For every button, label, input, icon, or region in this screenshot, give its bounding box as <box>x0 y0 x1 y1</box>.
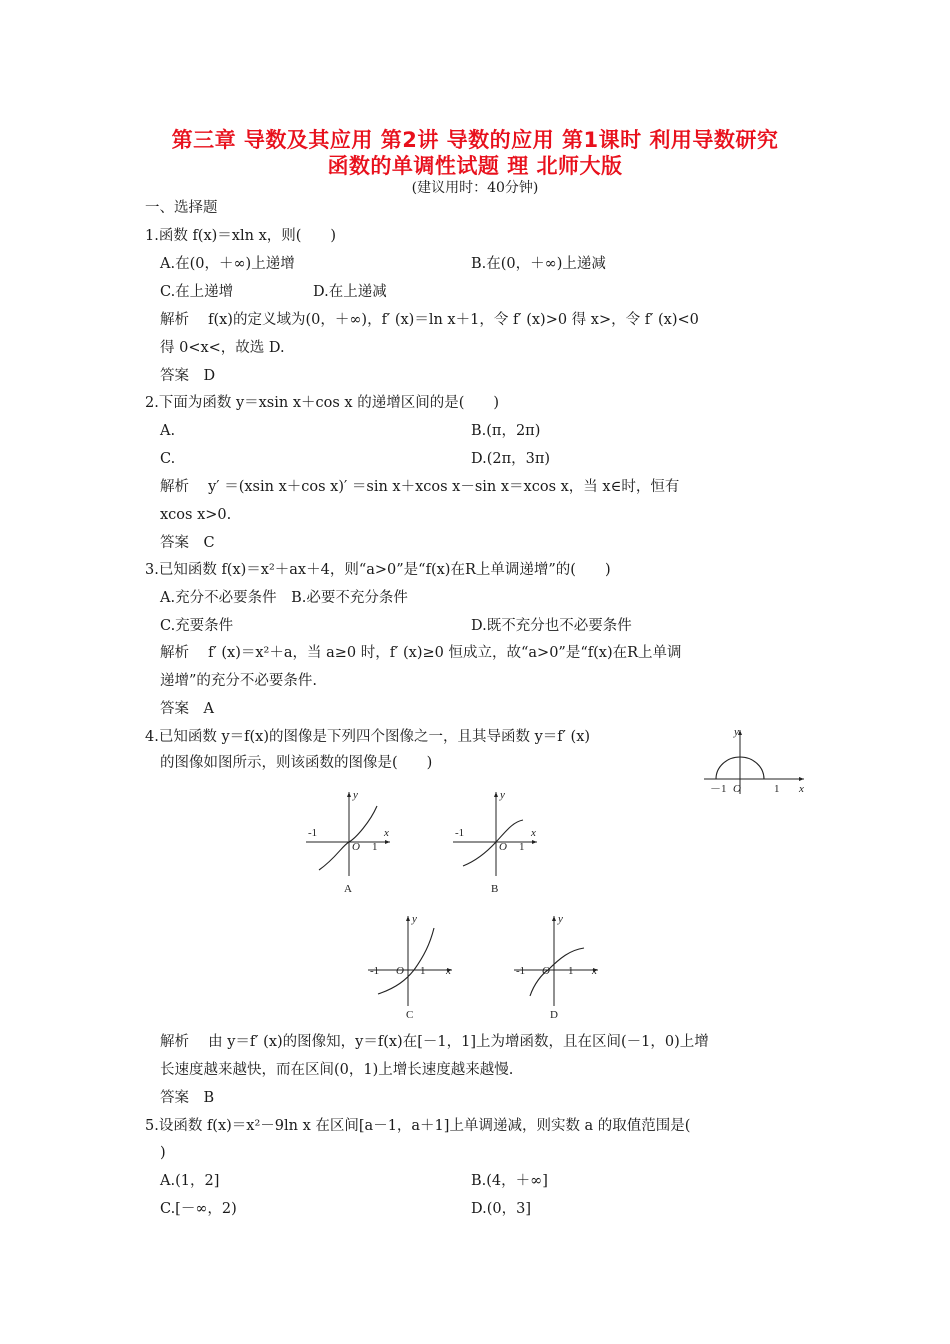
q3-options-ab: A.充分不必要条件 B.必要不充分条件 <box>160 590 408 606</box>
q4-stem-1: 4.已知函数 y＝f(x)的图像是下列四个图像之一，且其导函数 y＝f′ (x) <box>145 729 591 745</box>
gd-origin: O <box>542 965 550 977</box>
q2-option-b: B.(π，2π) <box>471 423 541 439</box>
section-heading: 一、选择题 <box>145 200 218 216</box>
gd-y: y <box>558 913 563 925</box>
gc-origin: O <box>396 965 404 977</box>
q2-explanation-1: 解析 y′ ＝(xsin x＋cos x)′ ＝sin x＋xcos x－sin x＝xcos x，当 x∈时，恒有 <box>160 479 680 495</box>
gb-origin: O <box>499 841 507 853</box>
title-line-1: 第三章 导数及其应用 第2讲 导数的应用 第1课时 利用导数研究 <box>171 128 779 152</box>
q5-option-d: D.(0，3] <box>471 1201 531 1217</box>
gc-label: C <box>406 1009 414 1020</box>
gb-label: B <box>491 883 499 895</box>
q3-explanation-2: 递增”的充分不必要条件. <box>160 673 318 689</box>
gb-y: y <box>500 789 505 801</box>
q5-option-c: C.[－∞，2) <box>160 1201 237 1217</box>
gc-y: y <box>412 913 417 925</box>
suggested-time: (建议用时：40分钟) <box>411 180 539 196</box>
q4-answer: 答案 B <box>160 1090 215 1106</box>
q2-option-d: D.(2π，3π) <box>471 451 551 467</box>
q1-stem: 1.函数 f(x)＝xln x，则( ) <box>145 228 337 244</box>
ga-x: x <box>384 827 389 839</box>
option-a-graph <box>304 784 396 900</box>
q1-answer: 答案 D <box>160 368 216 384</box>
q3-stem: 3.已知函数 f(x)＝x²＋ax＋4，则“a>0”是“f(x)在R上单调递增”的( ) <box>145 562 611 578</box>
q3-answer: 答案 A <box>160 701 214 717</box>
ga-neg1: -1 <box>308 827 318 839</box>
option-c-graph <box>366 908 458 1024</box>
dg-neg1: －1 <box>710 783 727 795</box>
q4-explanation-2: 长速度越来越快，而在区间(0，1)上增长速度越来越慢. <box>160 1062 514 1078</box>
gb-neg1: -1 <box>455 827 465 839</box>
ga-y: y <box>353 789 358 801</box>
q5-stem-1: 5.设函数 f(x)＝x²－9ln x 在区间[a－1，a＋1]上单调递减，则实数 a 的取值范围是( <box>145 1118 691 1134</box>
q5-option-a: A.(1，2] <box>160 1173 220 1189</box>
q2-explanation-2: xcos x>0. <box>160 507 232 523</box>
q3-explanation-1: 解析 f′ (x)＝x²＋a，当 a≥0 时，f′ (x)≥0 恒成立，故“a>0”是“f(x)在R上单调 <box>160 645 682 661</box>
q2-option-a: A. <box>160 423 176 439</box>
dg-origin: O <box>733 783 741 795</box>
q1-option-b: B.在(0，＋∞)上递减 <box>471 256 606 272</box>
dg-y-label: y <box>734 726 739 738</box>
gd-pos1: 1 <box>568 965 574 977</box>
title-line-2: 函数的单调性试题 理 北师大版 <box>327 154 623 178</box>
gc-x: x <box>446 965 451 977</box>
ga-label: A <box>344 883 352 895</box>
q1-explanation-2: 得 0<x<，故选 D. <box>160 340 285 356</box>
gd-neg1: -1 <box>516 965 526 977</box>
option-d-graph <box>512 908 604 1024</box>
q2-answer: 答案 C <box>160 535 215 551</box>
q5-stem-2: ) <box>160 1145 166 1161</box>
q2-stem: 2.下面为函数 y＝xsin x＋cos x 的递增区间的是( ) <box>145 395 500 411</box>
q1-option-a: A.在(0，＋∞)上递增 <box>160 256 295 272</box>
q3-option-c: C.充要条件 <box>160 618 234 634</box>
q4-explanation-1: 解析 由 y＝f′ (x)的图像知，y＝f(x)在[－1，1]上为增函数，且在区间(－1，0)上增 <box>160 1034 709 1050</box>
gb-x: x <box>531 827 536 839</box>
q2-option-c: C. <box>160 451 176 467</box>
q3-option-d: D.既不充分也不必要条件 <box>471 618 632 634</box>
ga-pos1: 1 <box>372 841 378 853</box>
q1-explanation-1: 解析 f(x)的定义域为(0，＋∞)，f′ (x)＝ln x＋1，令 f′ (x)>0 得 x>，令 f′ (x)<0 <box>160 312 699 328</box>
q4-stem-2: 的图像如图所示，则该函数的图像是( ) <box>160 755 433 771</box>
q1-option-c: C.在上递增 <box>160 284 234 300</box>
gc-pos1: 1 <box>420 965 426 977</box>
ga-origin: O <box>352 841 360 853</box>
derivative-graph <box>700 722 810 801</box>
dg-pos1: 1 <box>774 783 780 795</box>
gd-x: x <box>592 965 597 977</box>
dg-x-label: x <box>799 783 804 795</box>
q5-option-b: B.(4，＋∞] <box>471 1173 548 1189</box>
gb-pos1: 1 <box>519 841 525 853</box>
option-b-graph <box>451 784 543 900</box>
q1-option-d: D.在上递减 <box>313 284 387 300</box>
gd-label: D <box>550 1009 558 1020</box>
gc-neg1: -1 <box>370 965 380 977</box>
